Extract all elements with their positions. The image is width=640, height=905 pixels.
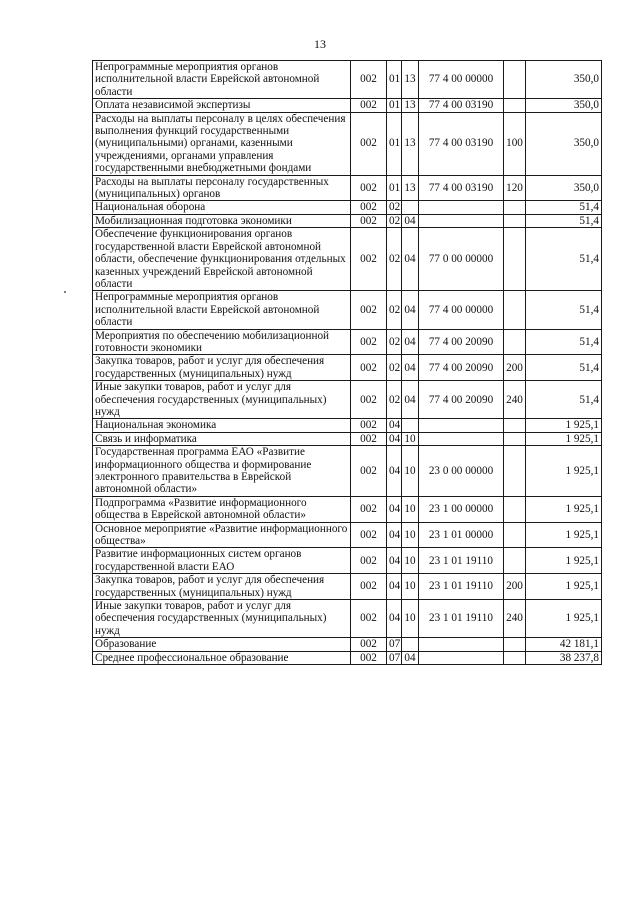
row-csr-cell [419,419,504,432]
row-amount-cell: 1 925,1 [526,574,602,600]
table-row [93,432,602,445]
row-pr-cell: 10 [402,432,419,445]
row-csr-cell: 77 4 00 00000 [419,61,504,99]
row-ved-cell: 002 [351,228,387,291]
row-name-cell: Закупка товаров, работ и услуг для обеспечения государственных (муниципальных) нужд [93,574,351,600]
row-ved-cell: 002 [351,638,387,651]
row-rz-cell: 07 [387,638,402,651]
row-csr-cell: 23 1 00 00000 [419,496,504,522]
row-pr-cell: 10 [402,548,419,574]
row-amount-cell: 1 925,1 [526,432,602,445]
row-ved-cell: 002 [351,574,387,600]
row-ved-cell: 002 [351,291,387,329]
row-rz-cell: 02 [387,329,402,355]
row-amount-cell: 51,4 [526,228,602,291]
table-row [93,291,602,329]
row-ved-cell: 002 [351,522,387,548]
table-body [93,61,602,665]
row-ved-cell: 002 [351,548,387,574]
table-row [93,522,602,548]
row-csr-cell: 77 4 00 20090 [419,355,504,381]
row-ved-cell: 002 [351,214,387,227]
table-row [93,381,602,419]
row-amount-cell: 350,0 [526,175,602,201]
row-rz-cell: 04 [387,600,402,638]
row-vr-cell: 200 [504,574,526,600]
row-rz-cell: 01 [387,175,402,201]
row-name-cell: Мобилизационная подготовка экономики [93,214,351,227]
row-pr-cell: 04 [402,214,419,227]
row-rz-cell: 04 [387,574,402,600]
row-csr-cell [419,214,504,227]
row-amount-cell: 1 925,1 [526,446,602,497]
table-row [93,214,602,227]
row-rz-cell: 04 [387,419,402,432]
table-row [93,446,602,497]
row-pr-cell: 04 [402,291,419,329]
row-name-cell: Расходы на выплаты персоналу в целях обеспечения выполнения функций государственными (муниципальными) органами, казенными учреждениями, органами управления государственными внебюджетными фондами [93,112,351,175]
row-name-cell: Среднее профессиональное образование [93,651,351,664]
table-row [93,175,602,201]
row-amount-cell: 51,4 [526,214,602,227]
row-amount-cell: 350,0 [526,112,602,175]
row-csr-cell [419,651,504,664]
row-csr-cell: 77 4 00 00000 [419,291,504,329]
row-name-cell: Государственная программа ЕАО «Развитие информационного общества и формирование электронного правительства в Еврейской автономной области» [93,446,351,497]
row-name-cell: Основное мероприятие «Развитие информационного общества» [93,522,351,548]
row-rz-cell: 02 [387,381,402,419]
row-amount-cell: 1 925,1 [526,496,602,522]
row-vr-cell [504,522,526,548]
row-rz-cell: 02 [387,201,402,214]
row-name-cell: Закупка товаров, работ и услуг для обеспечения государственных (муниципальных) нужд [93,355,351,381]
row-pr-cell: 04 [402,651,419,664]
row-csr-cell: 23 1 01 19110 [419,600,504,638]
table-row [93,355,602,381]
table-row [93,61,602,99]
row-name-cell: Подпрограмма «Развитие информационного общества в Еврейской автономной области» [93,496,351,522]
row-ved-cell: 002 [351,99,387,112]
row-pr-cell [402,201,419,214]
row-ved-cell: 002 [351,381,387,419]
row-amount-cell: 350,0 [526,61,602,99]
row-vr-cell [504,201,526,214]
row-pr-cell: 13 [402,61,419,99]
row-vr-cell: 240 [504,600,526,638]
row-name-cell: Расходы на выплаты персоналу государственных (муниципальных) органов [93,175,351,201]
row-ved-cell: 002 [351,496,387,522]
row-amount-cell: 51,4 [526,291,602,329]
row-rz-cell: 04 [387,432,402,445]
row-amount-cell: 42 181,1 [526,638,602,651]
table-row [93,548,602,574]
row-vr-cell [504,214,526,227]
row-name-cell: Мероприятия по обеспечению мобилизационной готовности экономики [93,329,351,355]
row-pr-cell [402,638,419,651]
row-vr-cell: 200 [504,355,526,381]
row-vr-cell: 120 [504,175,526,201]
row-vr-cell [504,99,526,112]
row-amount-cell: 38 237,8 [526,651,602,664]
page-number: 13 [314,37,326,51]
row-vr-cell [504,228,526,291]
row-name-cell: Непрограммные мероприятия органов исполнительной власти Еврейской автономной области [93,291,351,329]
row-pr-cell: 10 [402,496,419,522]
table-row [93,651,602,664]
row-name-cell: Связь и информатика [93,432,351,445]
row-ved-cell: 002 [351,355,387,381]
row-pr-cell: 10 [402,522,419,548]
row-rz-cell: 01 [387,61,402,99]
row-ved-cell: 002 [351,112,387,175]
row-csr-cell [419,432,504,445]
row-rz-cell: 02 [387,214,402,227]
row-vr-cell [504,291,526,329]
row-amount-cell: 1 925,1 [526,600,602,638]
row-amount-cell: 1 925,1 [526,419,602,432]
row-name-cell: Национальная оборона [93,201,351,214]
row-amount-cell: 51,4 [526,355,602,381]
scan-speck [64,291,66,293]
row-vr-cell [504,638,526,651]
row-name-cell: Обеспечение функционирования органов государственной власти Еврейской автономной области, обеспечение функционирования отдельных казенных учреждений Еврейской автономной области [93,228,351,291]
row-vr-cell [504,548,526,574]
row-name-cell: Образование [93,638,351,651]
row-csr-cell: 23 0 00 00000 [419,446,504,497]
row-rz-cell: 04 [387,496,402,522]
row-csr-cell: 77 4 00 20090 [419,329,504,355]
row-name-cell: Национальная экономика [93,419,351,432]
row-name-cell: Развитие информационных систем органов государственной власти ЕАО [93,548,351,574]
row-csr-cell: 77 0 00 00000 [419,228,504,291]
row-pr-cell: 04 [402,381,419,419]
table-row [93,99,602,112]
table-row [93,638,602,651]
table-row [93,112,602,175]
row-ved-cell: 002 [351,329,387,355]
row-amount-cell: 350,0 [526,99,602,112]
row-vr-cell: 240 [504,381,526,419]
row-csr-cell: 77 4 00 03190 [419,175,504,201]
row-vr-cell [504,329,526,355]
row-pr-cell: 13 [402,99,419,112]
row-amount-cell: 51,4 [526,201,602,214]
row-rz-cell: 04 [387,446,402,497]
table-row [93,419,602,432]
row-rz-cell: 02 [387,355,402,381]
row-pr-cell: 04 [402,355,419,381]
row-ved-cell: 002 [351,201,387,214]
budget-table [92,60,602,665]
row-vr-cell [504,419,526,432]
row-pr-cell [402,419,419,432]
row-name-cell: Иные закупки товаров, работ и услуг для обеспечения государственных (муниципальных) нужд [93,381,351,419]
row-name-cell: Оплата независимой экспертизы [93,99,351,112]
row-csr-cell: 23 1 01 19110 [419,548,504,574]
row-ved-cell: 002 [351,419,387,432]
row-csr-cell: 77 4 00 20090 [419,381,504,419]
row-pr-cell: 10 [402,574,419,600]
row-vr-cell [504,496,526,522]
row-vr-cell: 100 [504,112,526,175]
row-ved-cell: 002 [351,446,387,497]
table-row [93,228,602,291]
row-csr-cell [419,638,504,651]
table-row [93,496,602,522]
row-amount-cell: 1 925,1 [526,548,602,574]
row-rz-cell: 02 [387,228,402,291]
row-csr-cell: 77 4 00 03190 [419,112,504,175]
row-csr-cell: 77 4 00 03190 [419,99,504,112]
table-row [93,329,602,355]
row-vr-cell [504,432,526,445]
row-rz-cell: 04 [387,522,402,548]
row-pr-cell: 04 [402,228,419,291]
row-rz-cell: 07 [387,651,402,664]
row-pr-cell: 10 [402,600,419,638]
row-pr-cell: 13 [402,175,419,201]
row-csr-cell [419,201,504,214]
row-amount-cell: 51,4 [526,381,602,419]
table-row [93,600,602,638]
row-vr-cell [504,651,526,664]
row-rz-cell: 02 [387,291,402,329]
row-amount-cell: 51,4 [526,329,602,355]
row-ved-cell: 002 [351,432,387,445]
row-vr-cell [504,61,526,99]
row-rz-cell: 01 [387,112,402,175]
table-row [93,201,602,214]
row-amount-cell: 1 925,1 [526,522,602,548]
row-rz-cell: 04 [387,548,402,574]
row-ved-cell: 002 [351,61,387,99]
row-name-cell: Непрограммные мероприятия органов исполнительной власти Еврейской автономной области [93,61,351,99]
row-pr-cell: 04 [402,329,419,355]
row-pr-cell: 13 [402,112,419,175]
row-csr-cell: 23 1 01 19110 [419,574,504,600]
row-name-cell: Иные закупки товаров, работ и услуг для обеспечения государственных (муниципальных) нужд [93,600,351,638]
row-ved-cell: 002 [351,651,387,664]
table-row [93,574,602,600]
row-ved-cell: 002 [351,600,387,638]
row-pr-cell: 10 [402,446,419,497]
row-vr-cell [504,446,526,497]
row-csr-cell: 23 1 01 00000 [419,522,504,548]
row-ved-cell: 002 [351,175,387,201]
row-rz-cell: 01 [387,99,402,112]
